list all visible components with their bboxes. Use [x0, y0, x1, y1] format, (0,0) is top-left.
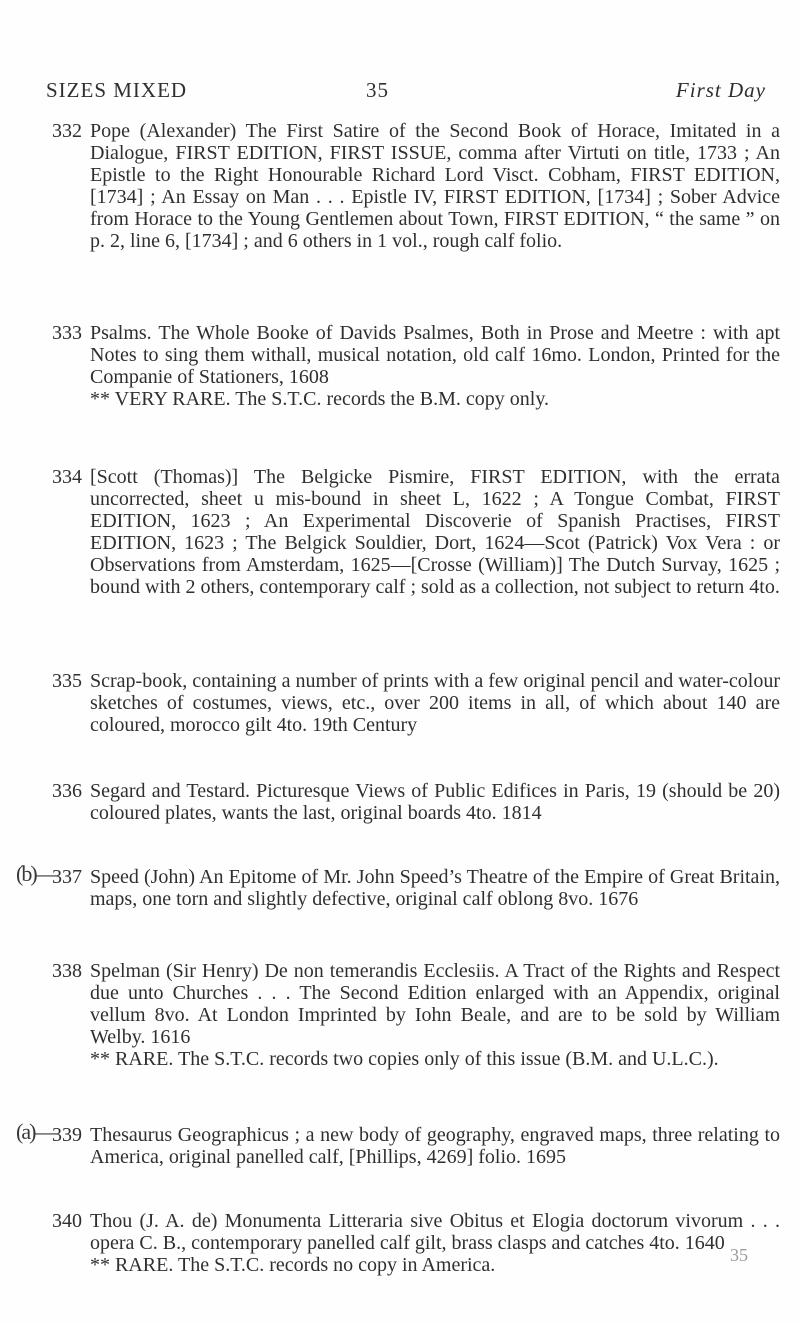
lot-number: 333 — [52, 322, 82, 344]
lot-number: 340 — [52, 1210, 82, 1232]
catalogue-entry-334 — [28, 466, 780, 656]
catalogue-entry-340 — [28, 1210, 780, 1300]
catalogue-entry-339 — [16, 1119, 780, 1199]
entry-text — [90, 322, 780, 410]
lot-number: 335 — [52, 670, 82, 692]
lot-number: 332 — [52, 120, 82, 142]
lot-number: 337 — [52, 866, 82, 888]
catalogue-entry-333 — [28, 322, 780, 452]
lot-number: 338 — [52, 960, 82, 982]
header-page-number: 35 — [366, 78, 389, 102]
entry-text — [90, 866, 780, 910]
lot-marker: (b)— — [16, 861, 56, 886]
header-day-label: First Day — [675, 78, 766, 102]
entry-text — [90, 780, 780, 824]
entry-text — [90, 120, 780, 252]
catalogue-entry-336 — [28, 780, 780, 850]
entry-text — [90, 466, 780, 598]
entry-description: Psalms. The Whole Booke of Davids Psalmes, Both in Prose and Meetre : with apt Notes to sing them withall, musical notation, old calf 16mo. London, Printed for the Companie of Stationers, 1608 — [90, 322, 780, 388]
catalogue-entry-337 — [16, 861, 780, 946]
catalogue-entry-335 — [28, 670, 780, 770]
entry-description: Thou (J. A. de) Monumenta Litteraria sive Obitus et Elogia doctorum vivorum . . . opera C. B., contemporary panelled calf gilt, brass clasps and catches 4to. 1640 — [90, 1210, 780, 1254]
entry-note: ** RARE. The S.T.C. records no copy in America. — [90, 1254, 496, 1276]
entry-text — [90, 1124, 780, 1168]
entry-text — [90, 1210, 780, 1276]
footer-page-mark: 35 — [730, 1245, 748, 1265]
lot-number: 336 — [52, 780, 82, 802]
header-section-title: SIZES MIXED — [46, 78, 188, 102]
entry-description: Segard and Testard. Picturesque Views of Public Edifices in Paris, 19 (should be 20) coloured plates, wants the last, original boards 4to. 1814 — [90, 780, 780, 824]
lot-number: 339 — [52, 1124, 82, 1146]
entry-text — [90, 670, 780, 736]
entry-note: ** VERY RARE. The S.T.C. records the B.M. copy only. — [90, 388, 550, 410]
lot-marker: (a)— — [16, 1119, 55, 1144]
catalogue-entry-332 — [28, 120, 780, 310]
entry-text — [90, 960, 780, 1070]
entry-note: ** RARE. The S.T.C. records two copies only of this issue (B.M. and U.L.C.). — [90, 1048, 719, 1070]
entry-description: Thesaurus Geographicus ; a new body of geography, engraved maps, three relating to America, original panelled calf, [Phillips, 4269] folio. 1695 — [90, 1124, 780, 1168]
entry-description: Spelman (Sir Henry) De non temerandis Ecclesiis. A Tract of the Rights and Respect due unto Churches . . . The Second Edition enlarged with an Appendix, original vellum 8vo. At London Imprinted by Iohn Beale, and are to be sold by William Welby. 1616 — [90, 960, 780, 1048]
entry-description: Scrap-book, containing a number of prints with a few original pencil and water-colour sketches of costumes, views, etc., over 200 items in all, of which about 140 are coloured, morocco gilt 4to. 19th Century — [90, 670, 780, 736]
entry-description: Pope (Alexander) The First Satire of the Second Book of Horace, Imitated in a Dialogue, FIRST EDITION, FIRST ISSUE, comma after Virtuti on title, 1733 ; An Epistle to the Right Honourable Richard Lord Visct. Cobham, FIRST EDITION, [1734] ; An Essay on Man . . . Epistle IV, FIRST EDITION, [1734] ; Sober Advice from Horace to the Young Gentlemen about Town, FIRST EDITION, “ the same ” on p. 2, line 6, [1734] ; and 6 others in 1 vol., rough calf folio. — [90, 120, 780, 252]
entry-description: Speed (John) An Epitome of Mr. John Speed’s Theatre of the Empire of Great Britain, maps, one torn and slightly defective, original calf oblong 8vo. 1676 — [90, 866, 780, 910]
entry-description: [Scott (Thomas)] The Belgicke Pismire, FIRST EDITION, with the errata uncorrected, sheet u mis-bound in sheet L, 1622 ; A Tongue Combat, FIRST EDITION, 1623 ; An Experimental Discoverie of Spanish Practises, FIRST EDITION, 1623 ; The Belgick Souldier, Dort, 1624—Scot (Patrick) Vox Vera : or Observations from Amsterdam, 1625—[Crosse (William)] The Dutch Survay, 1625 ; bound with 2 others, contemporary calf ; sold as a collection, not subject to return 4to. — [90, 466, 780, 598]
page-header — [46, 78, 766, 108]
catalogue-entry-338 — [28, 960, 780, 1110]
lot-number: 334 — [52, 466, 82, 488]
